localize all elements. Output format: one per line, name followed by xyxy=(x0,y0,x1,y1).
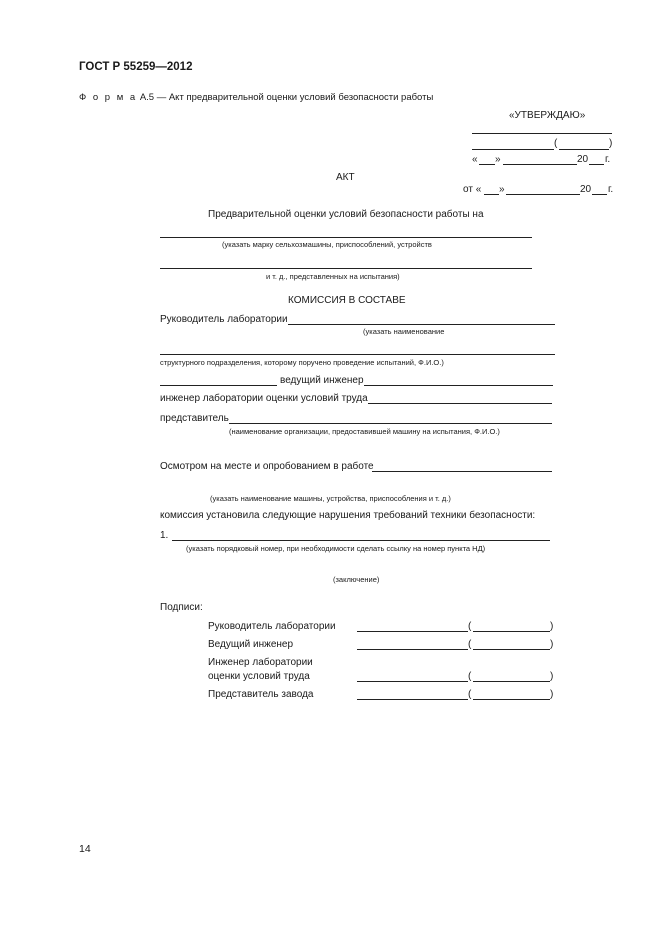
paren-open: ( xyxy=(468,621,472,632)
approve-paren-open: ( xyxy=(554,138,558,149)
act-title: АКТ xyxy=(336,172,355,183)
inspection-line xyxy=(372,471,552,472)
approve-year-line xyxy=(589,164,604,165)
approve-quote-open: « xyxy=(472,154,478,165)
lead-engineer-line xyxy=(364,385,553,386)
signature-line xyxy=(357,649,468,650)
inspection-text: Осмотром на месте и опробованием в работе xyxy=(160,461,374,472)
lead-engineer-label: ведущий инженер xyxy=(280,375,364,386)
name-line xyxy=(473,681,550,682)
item-line xyxy=(172,540,550,541)
approve-quote-close: » xyxy=(495,154,501,165)
representative-label: представитель xyxy=(160,413,229,424)
representative-line xyxy=(229,423,552,424)
name-line xyxy=(473,631,550,632)
inspection-hint: (указать наименование машины, устройства, приспособления и т. д.) xyxy=(210,494,451,503)
signature-role: Инженер лаборатории xyxy=(208,657,313,668)
safety-engineer-label: инженер лаборатории оценки условий труда xyxy=(160,393,368,404)
subject-line-1 xyxy=(160,237,532,238)
head-hint-1: (указать наименование xyxy=(363,327,445,336)
act-day-line xyxy=(484,194,499,195)
paren-close: ) xyxy=(550,621,554,632)
act-year-suffix: г. xyxy=(608,184,614,195)
safety-engineer-line xyxy=(368,403,552,404)
head-line xyxy=(288,324,555,325)
act-date-prefix: от « xyxy=(463,184,482,195)
subject-hint-2: и т. д., представленных на испытания) xyxy=(266,272,400,281)
subject-hint-1: (указать марку сельхозмашины, приспособлений, устройств xyxy=(222,240,432,249)
approve-year-suffix: г. xyxy=(605,154,611,165)
representative-hint: (наименование организации, предоставившей машину на испытания, Ф.И.О.) xyxy=(229,427,500,436)
lead-engineer-name-line xyxy=(160,385,277,386)
act-year-prefix: 20 xyxy=(580,184,592,195)
paren-open: ( xyxy=(468,639,472,650)
form-title-text: А.5 — Акт предварительной оценки условий безопасности работы xyxy=(139,92,434,103)
standard-number: ГОСТ Р 55259—2012 xyxy=(79,61,193,73)
paren-close: ) xyxy=(550,639,554,650)
item-number: 1. xyxy=(160,530,169,541)
signatures-title: Подписи: xyxy=(160,602,203,613)
conclusion-label: (заключение) xyxy=(333,575,380,584)
subject-title: Предварительной оценки условий безопасности работы на xyxy=(208,209,484,220)
form-title xyxy=(79,93,433,103)
approve-paren-close: ) xyxy=(609,138,613,149)
signature-line xyxy=(357,631,468,632)
item-hint: (указать порядковый номер, при необходимости сделать ссылку на номер пункта НД) xyxy=(186,544,486,553)
approve-name-line xyxy=(559,149,609,150)
violations-text: комиссия установила следующие нарушения требований техники безопасности: xyxy=(160,510,536,521)
approve-month-line xyxy=(503,164,577,165)
signature-role: Руководитель лаборатории xyxy=(208,621,336,632)
head-hint-2: структурного подразделения, которому поручено проведение испытаний, Ф.И.О.) xyxy=(160,358,444,367)
signature-role-line-2: оценки условий труда xyxy=(208,671,310,682)
paren-close: ) xyxy=(550,689,554,700)
signature-role: Ведущий инженер xyxy=(208,639,294,650)
head-label: Руководитель лаборатории xyxy=(160,314,288,325)
subject-line-2 xyxy=(160,268,532,269)
form-prefix: Ф о р м а xyxy=(79,92,138,103)
name-line xyxy=(473,699,550,700)
signature-line xyxy=(357,699,468,700)
approve-sign-line xyxy=(472,149,554,150)
approve-year-prefix: 20 xyxy=(577,154,589,165)
act-year-line xyxy=(592,194,607,195)
commission-title: КОМИССИЯ В СОСТАВЕ xyxy=(288,295,406,306)
head-line-2 xyxy=(160,354,555,355)
approve-label: «УТВЕРЖДАЮ» xyxy=(509,110,586,121)
paren-open: ( xyxy=(468,671,472,682)
act-quote-close: » xyxy=(499,184,505,195)
approve-day-line xyxy=(479,164,495,165)
paren-close: ) xyxy=(550,671,554,682)
page-number: 14 xyxy=(79,843,91,855)
approve-signature-line xyxy=(472,133,612,134)
signature-line xyxy=(357,681,468,682)
signature-role: Представитель завода xyxy=(208,689,314,700)
name-line xyxy=(473,649,550,650)
act-month-line xyxy=(506,194,580,195)
paren-open: ( xyxy=(468,689,472,700)
